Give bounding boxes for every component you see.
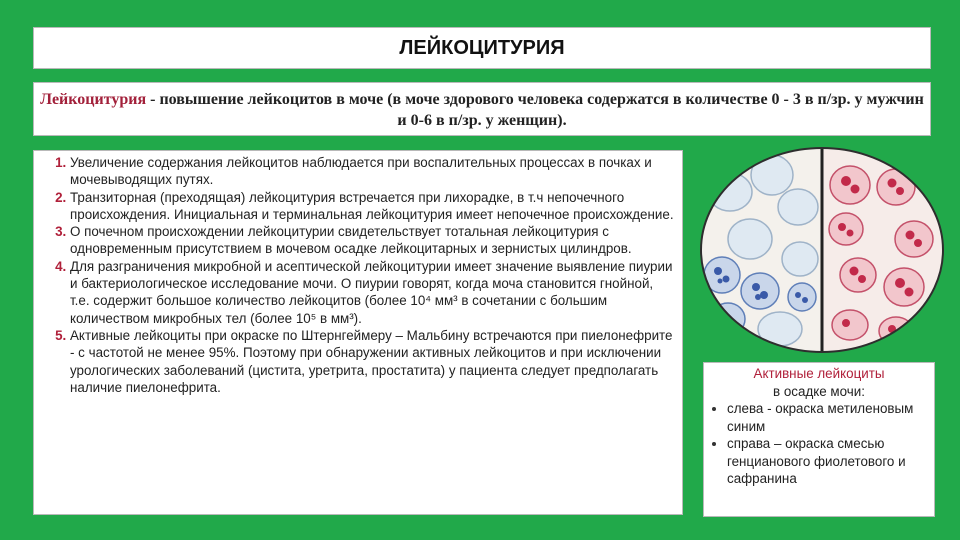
note-subheading: в осадке мочи: [773,383,865,399]
note-heading: Активные лейкоциты [753,366,885,381]
note-panel [703,362,935,517]
definition-box [33,82,931,136]
list-item: • справа – окраска смесью генцианового фиолетового и сафранина [727,435,930,488]
list-item: 1. Увеличение содержания лейкоцитов наблюдается при воспалительных процессах в почках и мочевыводящих путях. [70,154,674,189]
list-item: 4. Для разграничения микробной и асептической лейкоцитурии имеет значение выявление пиурии и бактериологическое исследование мочи. О пиурии говорят, когда моча становится гнойной, т.е. содержит большое количество лейкоцитов (более 10⁴ мм³ в сочетании с большим количеством микробных тел (более 10⁵ в мм³). [70,258,674,327]
leukocyte-micrograph [700,147,945,353]
points-list [34,151,682,396]
definition-term: Лейкоцитурия [40,91,147,108]
note-list [704,400,934,488]
points-panel [33,150,683,515]
definition-text: - повышение лейкоцитов в моче (в моче здорового человека содержатся в количестве 0 - 3 в п/зр. у мужчин и 0-6 в п/зр. у женщин). [146,91,924,129]
page-title: ЛЕЙКОЦИТУРИЯ [33,27,931,69]
list-item: 2. Транзиторная (преходящая) лейкоцитурия встречается при лихорадке, в т.ч непочечного происхождения. Инициальная и терминальная лейкоцитурия имеет непочечное происхождение. [70,189,674,224]
list-item: 5. Активные лейкоциты при окраске по Штернгеймеру – Мальбину встречаются при пиелонефрите - с частотой не менее 95%. Поэтому при обнаружении активных лейкоцитов и при исключении урологических заболеваний (цистита, уретрита, простатита) у пациента следует предполагать наличие пиелонефрита. [70,327,674,396]
list-item: 3. О почечном происхождении лейкоцитурии свидетельствует тотальная лейкоцитурия с одновременным присутствием в мочевом осадке лейкоцитарных и зернистых цилиндров. [70,223,674,258]
list-item: • слева - окраска метиленовым синим [727,400,930,435]
